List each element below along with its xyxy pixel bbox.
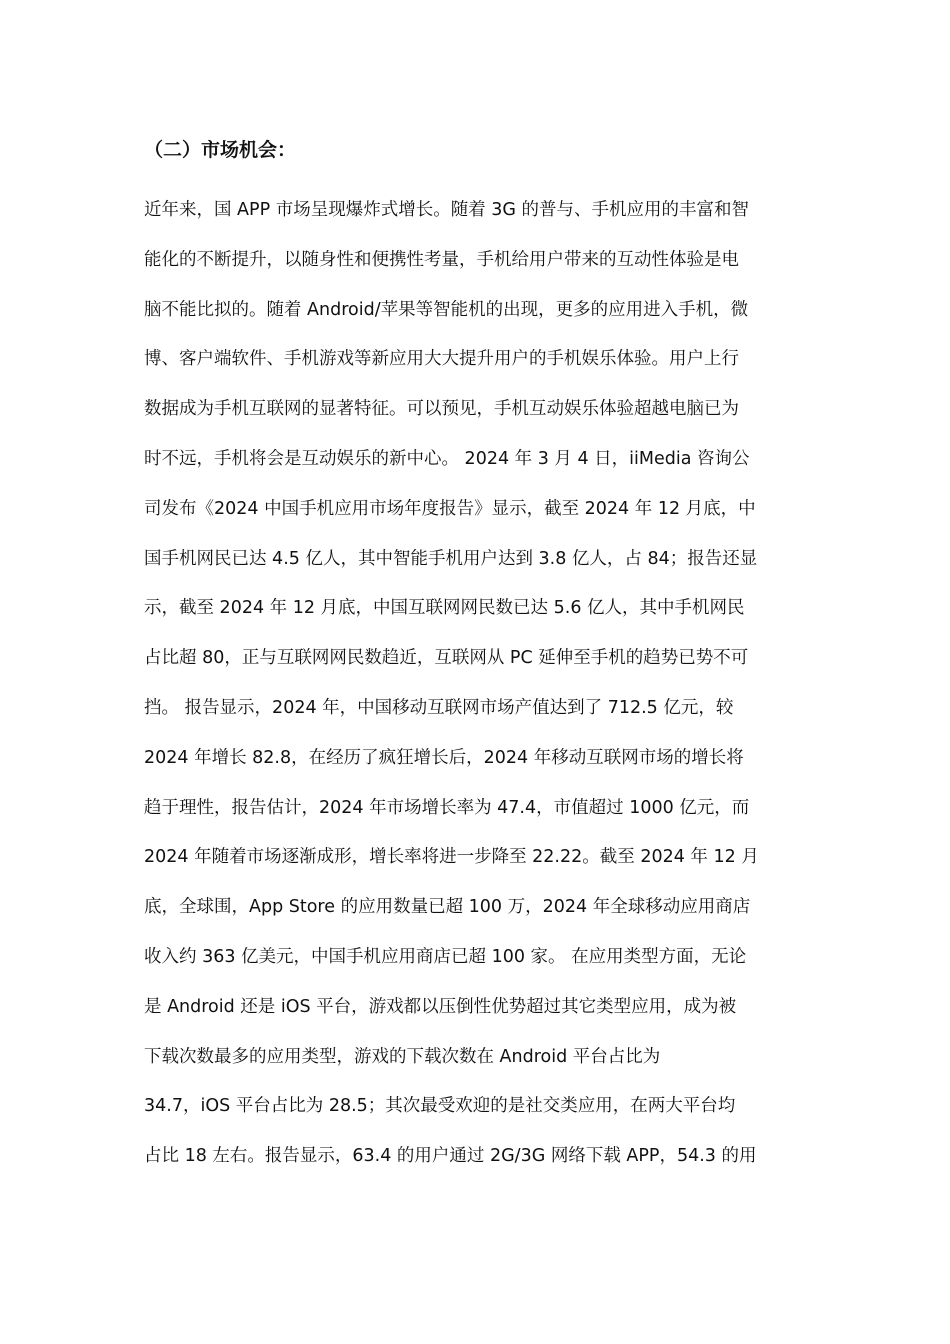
body-paragraph	[144, 193, 844, 1189]
paragraph-line: 博、客户端软件、手机游戏等新应用大大提升用户的手机娱乐体验。用户上行	[144, 349, 739, 370]
paragraph-line: 能化的不断提升，以随身性和便携性考量，手机给用户带来的互动性体验是电	[144, 249, 739, 270]
paragraph-line: 国手机网民已达 4.5 亿人，其中智能手机用户达到 3.8 亿人，占 84；报告还显	[144, 548, 758, 569]
section-heading: （二）市场机会：	[144, 139, 297, 161]
paragraph-line: 数据成为手机互联网的显著特征。可以预见，手机互动娱乐体验超越电脑已为	[144, 399, 739, 420]
paragraph-line: 是 Android 还是 iOS 平台，游戏都以压倒性优势超过其它类型应用，成为被	[144, 996, 737, 1017]
paragraph-line: 近年来，国 APP 市场呈现爆炸式增长。随着 3G 的普与、手机应用的丰富和智	[144, 200, 750, 220]
paragraph-line: 34.7，iOS 平台占比为 28.5；其次最受欢迎的是社交类应用，在两大平台均	[144, 1096, 736, 1117]
paragraph-line: 下载次数最多的应用类型，游戏的下载次数在 Android 平台占比为	[144, 1046, 661, 1067]
paragraph-line: 占比超 80，正与互联网网民数趋近，互联网从 PC 延伸至手机的趋势已势不可	[144, 648, 749, 669]
paragraph-line: 2024 年随着市场逐渐成形，增长率将进一步降至 22.22。截至 2024 年 12 月	[144, 847, 759, 868]
paragraph-line: 脑不能比拟的。随着 Android/苹果等智能机的出现，更多的应用进入手机，微	[144, 299, 749, 320]
paragraph-line: 趋于理性，报告估计，2024 年市场增长率为 47.4，市值超过 1000 亿元，而	[144, 797, 750, 818]
paragraph-line: 收入约 363 亿美元，中国手机应用商店已超 100 家。 在应用类型方面，无论	[144, 946, 747, 967]
paragraph-line: 2024 年增长 82.8，在经历了疯狂增长后，2024 年移动互联网市场的增长将	[144, 747, 744, 768]
paragraph-line: 挡。 报告显示，2024 年，中国移动互联网市场产值达到了 712.5 亿元，较	[144, 697, 734, 718]
paragraph-line: 占比 18 左右。报告显示，63.4 的用户通过 2G/3G 网络下载 APP，54.3 的用	[144, 1146, 757, 1167]
paragraph-line: 底，全球围，App Store 的应用数量已超 100 万，2024 年全球移动应用商店	[144, 897, 751, 918]
paragraph-line: 示，截至 2024 年 12 月底，中国互联网网民数已达 5.6 亿人，其中手机网民	[144, 598, 745, 619]
paragraph-line: 司发布《2024 中国手机应用市场年度报告》显示，截至 2024 年 12 月底，中	[144, 498, 756, 519]
paragraph-line: 时不远，手机将会是互动娱乐的新中心。 2024 年 3 月 4 日，iiMedia 咨询公	[144, 448, 750, 469]
